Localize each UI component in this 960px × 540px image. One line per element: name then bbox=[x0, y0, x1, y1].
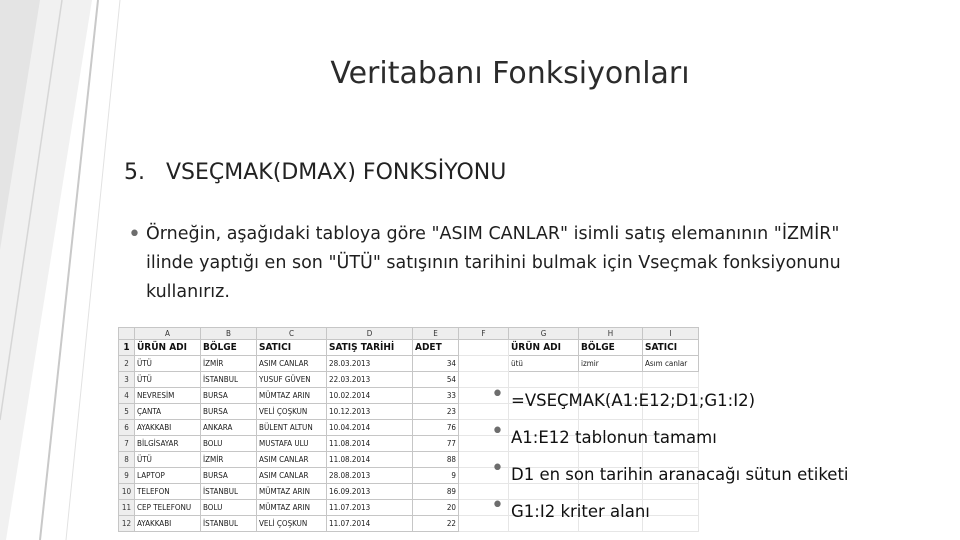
table-cell: ÜTÜ bbox=[135, 356, 201, 372]
table-cell: 28.03.2013 bbox=[327, 356, 413, 372]
table-cell: MÜMTAZ ARIN bbox=[257, 484, 327, 500]
table-cell: BURSA bbox=[201, 388, 257, 404]
table-cell: ASIM CANLAR bbox=[257, 452, 327, 468]
table-cell: 77 bbox=[413, 436, 459, 452]
table-cell: ÜTÜ bbox=[135, 372, 201, 388]
row-number: 12 bbox=[119, 516, 135, 532]
table-cell: MUSTAFA ULU bbox=[257, 436, 327, 452]
intro-bullet bbox=[128, 220, 888, 307]
table-cell: İZMİR bbox=[201, 452, 257, 468]
column-header: I bbox=[643, 328, 699, 340]
table-cell: BOLU bbox=[201, 436, 257, 452]
formula-text: D1 en son tarihin aranacağı sütun etiketi bbox=[511, 465, 849, 484]
table-cell: İSTANBUL bbox=[201, 516, 257, 532]
table-cell: 10.12.2013 bbox=[327, 404, 413, 420]
row-number: 7 bbox=[119, 436, 135, 452]
table-cell: BÖLGE bbox=[579, 340, 643, 356]
table-cell: ANKARA bbox=[201, 420, 257, 436]
table-cell: 11.08.2014 bbox=[327, 436, 413, 452]
column-header: F bbox=[459, 328, 509, 340]
table-row bbox=[119, 356, 699, 372]
table-cell: TELEFON bbox=[135, 484, 201, 500]
row-number: 4 bbox=[119, 388, 135, 404]
table-cell: 20 bbox=[413, 500, 459, 516]
table-cell: SATICI bbox=[257, 340, 327, 356]
row-number: 11 bbox=[119, 500, 135, 516]
row-number: 8 bbox=[119, 452, 135, 468]
table-cell: ÜRÜN ADI bbox=[509, 340, 579, 356]
formula-text: A1:E12 tablonun tamamı bbox=[511, 428, 717, 447]
table-cell: 76 bbox=[413, 420, 459, 436]
table-cell: İSTANBUL bbox=[201, 372, 257, 388]
table-cell: İSTANBUL bbox=[201, 484, 257, 500]
table-cell: BOLU bbox=[201, 500, 257, 516]
formula-text: G1:I2 kriter alanı bbox=[511, 502, 650, 521]
row-number: 5 bbox=[119, 404, 135, 420]
table-cell: 34 bbox=[413, 356, 459, 372]
column-header-row bbox=[119, 328, 699, 340]
table-cell: ÜTÜ bbox=[135, 452, 201, 468]
row-number: 2 bbox=[119, 356, 135, 372]
table-cell: 9 bbox=[413, 468, 459, 484]
table-cell: 16.09.2013 bbox=[327, 484, 413, 500]
formula-text: =VSEÇMAK(A1:E12;D1;G1:I2) bbox=[511, 391, 756, 410]
table-cell: SATICI bbox=[643, 340, 699, 356]
column-header bbox=[119, 328, 135, 340]
table-cell: 10.02.2014 bbox=[327, 388, 413, 404]
bullet-dot-icon: • bbox=[128, 222, 141, 247]
intro-bullet-text: Örneğin, aşağıdaki tabloya göre "ASIM CANLAR" isimli satış elemanının "İZMİR" ilinde yaptığı en son "ÜTÜ" satışının tarihini bulmak için Vseçmak fonksiyonunu kullanırız. bbox=[146, 224, 841, 302]
table-cell: 11.08.2014 bbox=[327, 452, 413, 468]
table-cell bbox=[643, 484, 699, 500]
table-cell: MÜMTAZ ARIN bbox=[257, 388, 327, 404]
table-cell bbox=[459, 356, 509, 372]
table-cell: NEVRESİM bbox=[135, 388, 201, 404]
row-number: 3 bbox=[119, 372, 135, 388]
table-cell: ASIM CANLAR bbox=[257, 356, 327, 372]
column-header: E bbox=[413, 328, 459, 340]
table-row bbox=[119, 340, 699, 356]
table-cell bbox=[643, 516, 699, 532]
section-heading bbox=[124, 160, 506, 185]
table-cell: CEP TELEFONU bbox=[135, 500, 201, 516]
column-header: B bbox=[201, 328, 257, 340]
table-cell: BÖLGE bbox=[201, 340, 257, 356]
bullet-dot-icon: • bbox=[491, 419, 504, 444]
table-cell bbox=[509, 484, 579, 500]
table-row bbox=[119, 372, 699, 388]
table-cell: 22.03.2013 bbox=[327, 372, 413, 388]
table-cell: Asım canlar bbox=[643, 356, 699, 372]
table-cell: SATIŞ TARİHİ bbox=[327, 340, 413, 356]
row-number: 9 bbox=[119, 468, 135, 484]
table-cell: 33 bbox=[413, 388, 459, 404]
heading-text: VSEÇMAK(DMAX) FONKSİYONU bbox=[166, 160, 507, 185]
table-cell bbox=[643, 372, 699, 388]
table-cell: 23 bbox=[413, 404, 459, 420]
table-cell: VELİ ÇOŞKUN bbox=[257, 516, 327, 532]
table-cell: BİLGİSAYAR bbox=[135, 436, 201, 452]
table-cell: 10.04.2014 bbox=[327, 420, 413, 436]
table-cell bbox=[459, 340, 509, 356]
table-cell: BURSA bbox=[201, 468, 257, 484]
table-cell: ÇANTA bbox=[135, 404, 201, 420]
table-cell: ÜRÜN ADI bbox=[135, 340, 201, 356]
row-number: 1 bbox=[119, 340, 135, 356]
bullet-dot-icon: • bbox=[491, 493, 504, 518]
table-cell: 54 bbox=[413, 372, 459, 388]
column-header: H bbox=[579, 328, 643, 340]
table-cell: ASIM CANLAR bbox=[257, 468, 327, 484]
table-cell: 22 bbox=[413, 516, 459, 532]
table-cell bbox=[579, 484, 643, 500]
column-header: G bbox=[509, 328, 579, 340]
bullet-dot-icon: • bbox=[491, 382, 504, 407]
table-cell: ütü bbox=[509, 356, 579, 372]
column-header: C bbox=[257, 328, 327, 340]
bullet-dot-icon: • bbox=[491, 456, 504, 481]
row-number: 10 bbox=[119, 484, 135, 500]
slide-title: Veritabanı Fonksiyonları bbox=[330, 56, 690, 91]
table-cell: YUSUF GÜVEN bbox=[257, 372, 327, 388]
column-header: D bbox=[327, 328, 413, 340]
table-cell: BURSA bbox=[201, 404, 257, 420]
table-cell: ADET bbox=[413, 340, 459, 356]
table-cell: AYAKKABI bbox=[135, 516, 201, 532]
table-cell bbox=[509, 372, 579, 388]
table-cell: izmir bbox=[579, 356, 643, 372]
table-cell: VELİ ÇOŞKUN bbox=[257, 404, 327, 420]
column-header: A bbox=[135, 328, 201, 340]
table-cell: 89 bbox=[413, 484, 459, 500]
table-cell: İZMİR bbox=[201, 356, 257, 372]
table-cell bbox=[643, 500, 699, 516]
table-cell: BÜLENT ALTUN bbox=[257, 420, 327, 436]
heading-number: 5. bbox=[124, 160, 145, 185]
table-cell: 28.08.2013 bbox=[327, 468, 413, 484]
table-cell: 11.07.2014 bbox=[327, 516, 413, 532]
table-cell: MÜMTAZ ARIN bbox=[257, 500, 327, 516]
table-cell: LAPTOP bbox=[135, 468, 201, 484]
table-cell: 88 bbox=[413, 452, 459, 468]
table-cell: 11.07.2013 bbox=[327, 500, 413, 516]
row-number: 6 bbox=[119, 420, 135, 436]
table-row bbox=[119, 484, 699, 500]
table-cell bbox=[579, 372, 643, 388]
table-cell: AYAKKABI bbox=[135, 420, 201, 436]
